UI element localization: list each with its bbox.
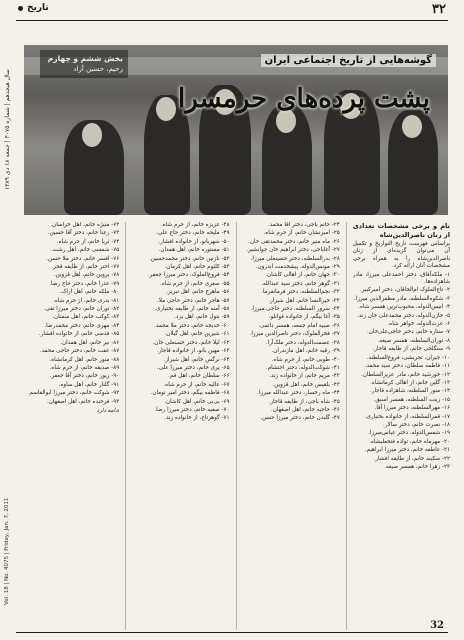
paragraph: ۴۰- طوبی خانم، از حرم شاه. [271, 356, 340, 363]
paragraph: ۶۲- لیلا خانم، دختر حسنعلی خان. [152, 339, 230, 346]
paragraph: ۷۳- رعنا خانم، دختر آقا حسین. [47, 230, 120, 237]
paragraph: ۴۴- ماه رخسار، دختر عبدالله میرزا. [257, 390, 340, 397]
paragraph: ۴۱- شوکت‌الدوله، دختر احتشام. [265, 364, 340, 371]
paragraph: ۴۷- گلبدن خانم، دختر میرزا حسن. [260, 415, 340, 422]
paragraph: ۹- سنگلجی خانم، از طایفه قاجار. [372, 346, 450, 353]
paragraph: ۳۱- گوهر خانم، دختر سید عبدالله. [261, 280, 340, 287]
paragraph: ۴- انیس‌الدوله، محبوب‌ترین همسر شاه. [358, 304, 450, 311]
column-2 [243, 222, 340, 630]
paragraph: ۷۹- عذرا خانم، دختر حاج رضا. [49, 280, 120, 287]
paragraph: ۲۴- خانم باجی، دختر آقا محمد. [267, 222, 340, 228]
paragraph: ۵۸- آمنه خانم، از طایفه بختیاری. [154, 306, 230, 313]
continued-note: ادامه دارد [96, 407, 120, 414]
paragraph: ۶- عزت‌الدوله، خواهر شاه. [387, 321, 450, 328]
bullet-icon [18, 6, 23, 11]
paragraph: ۵۱- مستوره خانم، اهل همدان. [158, 247, 230, 254]
footer-rule [16, 632, 448, 633]
paragraph: ۱۰- جیران، تجریشی، فروغ‌السلطنه. [366, 354, 450, 361]
paragraph: ۷۶- افسر خانم، دختر ملا حسن. [46, 255, 120, 262]
paragraph: ۹۰- زیور خانم، دختر آقا جعفر. [49, 373, 120, 380]
paragraph: ۳۲- نجم‌السلطنه، دختر فرمانفرما. [261, 289, 340, 296]
paragraph: ۴۹- ملیحه خانم، دختر حاج علی. [156, 230, 230, 237]
header-section [18, 3, 49, 13]
paragraph: ۶۳- مهین بانو، از خانواده قاجار. [156, 348, 230, 355]
paragraph: ۵- خازن‌الدوله، دختر محمدعلی خان زند. [357, 312, 450, 319]
byline-sub: بخش ششم و چهارم [47, 54, 123, 63]
paragraph: ۳۵- آغا بیگم، از خانواده قوانلو. [268, 314, 340, 321]
paragraph: ۶۸- فاطمه بیگم، دختر امیر تومان. [150, 390, 230, 397]
column-divider [346, 222, 347, 630]
paragraph: ۸۷- عفت خانم، دختر حاجی محمد. [39, 348, 120, 355]
article-kicker: گوشه‌هایی از تاریخ اجتماعی ایران [261, 54, 436, 67]
paragraph: ۳۳- خیرالنسا خانم، اهل شیراز. [268, 297, 340, 304]
page-number-top: ۳۲ [432, 2, 446, 17]
paragraph: ۷۵- شمسی خانم، اهل رشت. [50, 247, 120, 254]
paragraph: ۶۱- شیرین خانم، اهل گیلان. [164, 331, 230, 338]
column-3 [132, 222, 229, 630]
column-1 [353, 222, 450, 630]
photo-face-1 [156, 97, 176, 121]
paragraph: ۶۵- پری خانم، دختر میرزا علی. [156, 364, 230, 371]
paragraph: ۴۳- بلقیس خانم، اهل قزوین. [272, 381, 340, 388]
page-number-bottom: 32 [430, 620, 444, 631]
paragraph: ۵۰- شهربانو، از خانواده افشار. [158, 238, 230, 245]
paragraph: ۵۷- هاجر خانم، دختر حاجی ملا. [157, 297, 230, 304]
paragraph: ۷۲- منیژه خانم، اهل خراسان. [50, 222, 120, 228]
paragraph: ۵۳- کلثوم خانم، اهل کرمان. [164, 264, 230, 271]
paragraph: براساس فهرست تاریخ التواریخ و تکمیل آن می‌توان گزیده‌ای از زنان ناصرالدین‌شاه را به همراه برخی مشخصات آنان ارائه کرد. [352, 241, 450, 270]
paragraph: ۱۷- قمرالسلطنه، از خانواده بختیاری. [364, 413, 450, 420]
article-title: پشت پرده‌های حرمسرا [178, 84, 430, 114]
paragraph: ۴۶- حاجیه خانم، اهل اصفهان. [271, 406, 340, 413]
paragraph: ۱۲- خورشید خانم، مادر عزیزالسلطان. [361, 371, 450, 378]
section-label: تاریخ [27, 3, 49, 13]
column-divider [125, 222, 126, 630]
paragraph: ۵۹- بتول خانم، اهل یزد. [174, 314, 230, 321]
paragraph: ۲۲- سکینه خانم، از طایفه افشار. [373, 455, 450, 462]
paragraph: ۸۱- بدری خانم، از حرم شاه. [53, 297, 120, 304]
paragraph: ۶۷- عالیه خانم، از حرم شاه. [163, 381, 230, 388]
paragraph: ۸- توران‌السلطنه، همسر صیغه. [377, 337, 450, 344]
issue-info-bottom-vertical: Vol. 18 | No. 4075 | Friday, Jan. 7, 2011 [4, 497, 10, 605]
paragraph: ۱۶- مهرالسلطنه، دختر میرزا آقا. [374, 405, 450, 412]
paragraph: ۲۱- عاطفه خانم، دختر میرزا ابراهیم. [364, 447, 450, 454]
paragraph: ۱- ملکه‌آفاق، دختر احمدعلی میرزا، مادر شاهزاده‌ها. [352, 271, 450, 286]
paragraph: ۳۹- رقیه خانم، اهل مازندران. [271, 348, 340, 355]
paragraph: ۲۵- امیرنشان خانم، از حرم شاه. [263, 230, 340, 237]
paragraph: ۸۰- ملکه خانم، اهل اراک. [59, 289, 120, 296]
paragraph: ۲۹- مونس‌الدوله، پیشخدمت اندرون. [255, 264, 340, 271]
paragraph: ۶۶- سلطان خانم، اهل قم. [168, 373, 230, 380]
paragraph: ۶۴- نرگس خانم، اهل شیراز. [163, 356, 230, 363]
paragraph: ۱۳- گلین خانم، از اهالی کرمانشاه. [370, 379, 450, 386]
paragraph: ۱۸- نصرت خانم، دختر سالار. [383, 421, 450, 428]
paragraph: ۴۸- عزیزه خانم، از حرم شاه. [160, 222, 230, 228]
article-columns [22, 222, 450, 630]
photo-face-6 [82, 123, 102, 147]
paragraph: ۸۴- مهری خانم، دختر محمدرضا. [44, 322, 120, 329]
paragraph: ۱۱- فاطمه سلطان، دختر سید محمد. [364, 363, 450, 370]
paragraph: ۶۹- بی‌بی خانم، اهل کاشان. [164, 398, 230, 405]
byline-author: رحیم، حسین آزاد [73, 65, 123, 73]
byline-box [40, 50, 128, 78]
photo-face-5 [402, 115, 422, 138]
paragraph: ۳۰- جهان خانم، از اهالی کاشان. [265, 272, 340, 279]
paragraph: ۸۸- منور خانم، اهل کرمانشاه. [49, 356, 120, 363]
paragraph: ۲۸- بدرالسلطنه، دختر حسینعلی میرزا. [250, 255, 340, 262]
paragraph: ۸۲- توران خانم، دختر میرزا تقی. [43, 306, 120, 313]
paragraph: ۱۴- منور السلطنه، شاهزاده قاجار. [369, 388, 450, 395]
paragraph: ۹۱- گلنار خانم، اهل ساوه. [58, 381, 120, 388]
paragraph: ۶۰- خدیجه خانم، دختر ملا محمد. [154, 322, 230, 329]
paragraph: ۳۸- عصمت‌الدوله، دختر ملک‌آرا. [265, 339, 340, 346]
paragraph: ۱۵- زینت السلطنه، همسر اسبق. [373, 396, 450, 403]
paragraph: ۹۲- شوکت خانم، دختر میرزا ابوالقاسم. [27, 390, 120, 397]
paragraph: ۵۶- ماهرخ خانم، اهل تبریز. [166, 289, 230, 296]
paragraph: ۷۷- اختر خانم، از طایفه قجر. [51, 264, 120, 271]
paragraph: ۸۵- قدسی خانم، از خانواده افشار. [38, 331, 120, 338]
paragraph: ۷۱- گوهرتاج، از خانواده زند. [164, 415, 230, 422]
paragraph: ۳- شکوه‌السلطنه، مادر مظفرالدین میرزا. [353, 295, 450, 302]
paragraph: ۲۳- زهرا خانم، همسر صیغه. [384, 463, 450, 470]
paragraph: ۳۶- صبیه امام جمعه، همسر دائمی. [258, 322, 340, 329]
paragraph: ۷۰- صفیه خانم، دختر میرزا رضا. [154, 406, 230, 413]
column-heading: نام و برخی مشخصات تعدادی از زنان ناصرالدین‌شاه [352, 222, 450, 239]
paragraph: ۵۵- صغری خانم، از حرم شاه. [160, 280, 230, 287]
paragraph: ۱۹- شمس‌الدوله، دختر عباس‌میرزا. [368, 430, 450, 437]
paragraph: ۴۵- شاه باجی، از طایفه قاجار. [268, 398, 340, 405]
paragraph: ۴۲- مریم خانم، از خانواده زند. [269, 373, 340, 380]
column-divider [236, 222, 237, 630]
paragraph: ۵۴- فروغ‌الملوک، دختر میرزا جعفر. [147, 272, 230, 279]
paragraph: ۵۲- نازنین خانم، دختر محمدحسین. [148, 255, 230, 262]
paragraph: ۲- تاج‌الملوک ام‌الخاقان، دختر امیرکبیر. [359, 287, 450, 294]
paragraph: ۲۰- مهرماه خانم، نواده فتحعلیشاه. [369, 438, 450, 445]
paragraph: ۷۸- پروین خانم، اهل قزوین. [53, 272, 120, 279]
paragraph: ۳۷- فخرالملوک، دختر ناصرالدین میرزا. [249, 331, 340, 338]
issue-info-vertical: سال هیجدهم | شماره ۴۰۷۵ | جمعه ۱۸ دی ۱۳۸۹ [4, 69, 11, 190]
paragraph: ۷- ستاره خانم، دختر حاجی‌علی‌خان. [366, 329, 450, 336]
paragraph: ۷۴- ثریا خانم، از حرم شاه. [56, 238, 120, 245]
paragraph: ۸۶- نیر خانم، اهل همدان. [60, 339, 120, 346]
paragraph: ۲۷- آغاباجی، دختر ابراهیم خان جوانشیر. [246, 247, 340, 254]
column-4 [22, 222, 119, 630]
paragraph: ۹۳- فرخنده خانم، اهل اصفهان. [47, 398, 120, 405]
header-rule [16, 20, 448, 21]
paragraph: ۲۶- ماه منیر خانم، دختر محمدتقی خان. [248, 238, 340, 245]
paragraph: ۸۳- کوکب خانم، اهل سمنان. [52, 314, 120, 321]
paragraph: ۸۹- صدیقه خانم، از حرم شاه. [49, 364, 120, 371]
paragraph: ۳۴- سرور السلطنه، دختر حاجی میرزا. [250, 306, 340, 313]
